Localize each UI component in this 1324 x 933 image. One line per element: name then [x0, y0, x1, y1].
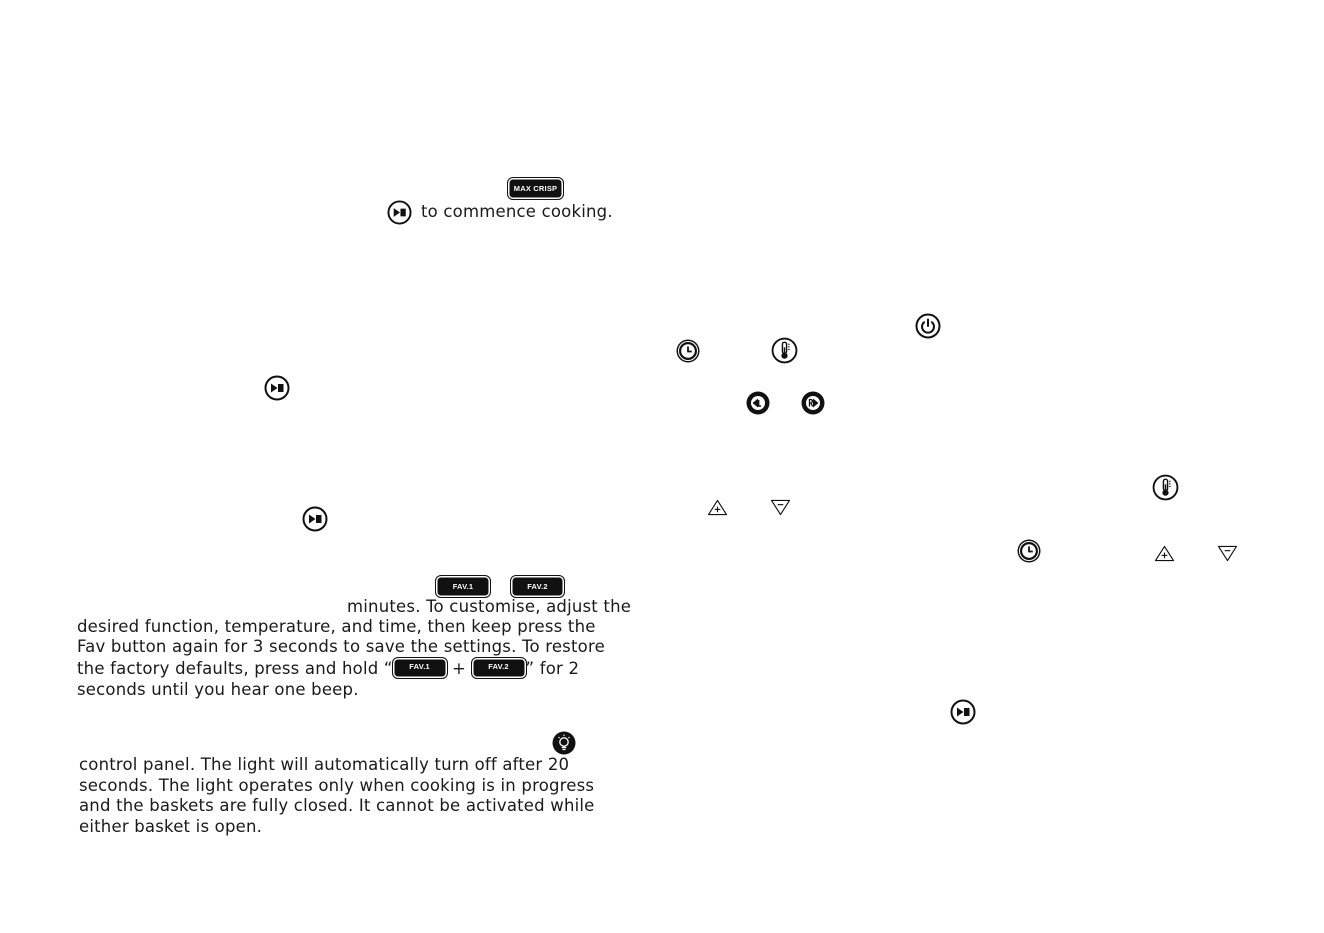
thermometer-icon[interactable] [1152, 474, 1179, 501]
plus-triangle-icon[interactable] [707, 499, 728, 516]
fav-text-line: Fav button again for 3 seconds to save the settings. To restore [77, 637, 605, 656]
play-pause-icon[interactable] [950, 699, 976, 725]
minus-triangle-icon[interactable] [1217, 545, 1238, 562]
fav-restore-text: the factory defaults, press and hold “ [77, 659, 393, 678]
play-pause-icon[interactable] [387, 200, 412, 225]
fav2-inline-button: FAV.2 [472, 658, 526, 678]
light-text-line: and the baskets are fully closed. It cannot be activated while [79, 796, 595, 815]
max-crisp-button[interactable]: MAX CRISP [508, 178, 563, 199]
light-text-line: either basket is open. [79, 817, 263, 836]
plus-text: + [446, 659, 472, 678]
light-text-line: seconds. The light operates only when cooking is in progress [79, 776, 595, 795]
light-bulb-icon[interactable] [551, 730, 577, 756]
play-pause-icon[interactable] [264, 375, 290, 401]
left-zone-icon[interactable] [745, 390, 771, 416]
fav2-button[interactable]: FAV.2 [511, 576, 564, 597]
fav-restore-line [77, 659, 579, 680]
fav-text-line: minutes. To customise, adjust the [347, 597, 632, 616]
fav-restore-text-end: ” for 2 [525, 659, 580, 678]
fav-text-line: desired function, temperature, and time, then keep press the [77, 617, 596, 636]
clock-icon[interactable] [1016, 538, 1042, 564]
light-text-line: control panel. The light will automatically turn off after 20 [79, 755, 570, 774]
right-zone-icon[interactable] [800, 390, 826, 416]
fav1-button[interactable]: FAV.1 [436, 576, 490, 597]
clock-icon[interactable] [675, 338, 701, 364]
commence-cooking-text: to commence cooking. [421, 202, 613, 221]
fav-text-line: seconds until you hear one beep. [77, 680, 359, 699]
fav1-inline-button: FAV.1 [393, 658, 447, 678]
thermometer-icon[interactable] [771, 337, 798, 364]
plus-triangle-icon[interactable] [1154, 545, 1175, 562]
power-icon[interactable] [915, 313, 941, 339]
minus-triangle-icon[interactable] [770, 499, 791, 516]
play-pause-icon[interactable] [302, 506, 328, 532]
